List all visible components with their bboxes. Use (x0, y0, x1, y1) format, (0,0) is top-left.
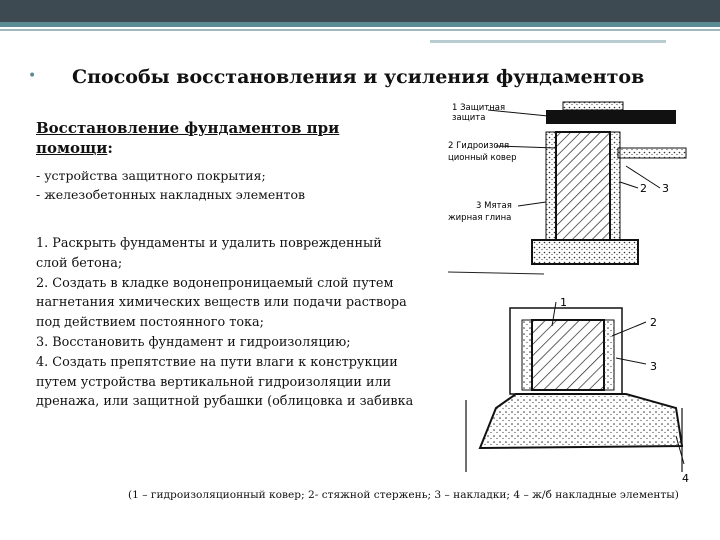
subheading-text: Восстановление фундаментов при помощи (36, 119, 340, 157)
slide-thin-stripe (0, 29, 720, 31)
slide-title: Способы восстановления и усиления фундаментов (72, 66, 645, 88)
step-line: 1. Раскрыть фундаменты и удалить поврежденный (36, 236, 382, 251)
title-bullet: • (28, 68, 37, 84)
bottom-label-3: 3 (650, 360, 657, 373)
top-label-3: 3 Мятая (476, 201, 512, 211)
top-label-1b: защита (452, 113, 486, 123)
step-line: 3. Восстановить фундамент и гидроизоляцию; (36, 334, 351, 350)
step-line: слой бетона; (36, 255, 123, 271)
top-label-1: 1 Защитная (452, 103, 506, 113)
top-label-2b: ционный ковер (448, 153, 517, 163)
bottom-label-4: 4 (682, 472, 689, 485)
top-label-3b: жирная глина (448, 213, 512, 223)
slide-top-bar (0, 0, 720, 22)
slide-accent-stripe (0, 22, 720, 27)
foundation-drawing-bottom (456, 296, 706, 488)
step-line: 2. Создать в кладке водонепроницаемый слой путем (36, 275, 394, 291)
step-line: нагнетания химических веществ или подачи раствора (36, 295, 407, 311)
decorative-rule (430, 40, 666, 43)
step-line: путем устройства вертикальной гидроизоляции или (36, 374, 392, 390)
sub-item-elements: - железобетонных накладных элементов (36, 187, 306, 202)
left-text-column (36, 118, 456, 412)
steps-list (36, 234, 456, 412)
foundation-drawing-top-svg (448, 96, 700, 278)
subheading-colon: : (107, 139, 113, 157)
bottom-label-1: 1 (560, 296, 567, 309)
step-line: под действием постоянного тока; (36, 315, 264, 331)
sub-item-coating: - устройства защитного покрытия; (36, 168, 266, 183)
top-label-2: 2 Гидроизоля (448, 141, 510, 151)
step-line: 4. Создать препятствие на пути влаги к конструкции (36, 354, 398, 370)
top-label-num-2: 2 (640, 182, 647, 195)
subheading (36, 118, 386, 158)
foundation-drawing-top (448, 96, 700, 278)
bottom-label-2: 2 (650, 316, 657, 329)
figure-caption: (1 – гидроизоляционный ковер; 2- стяжной стержень; 3 – накладки; 4 – ж/б накладные элементы) (128, 489, 679, 501)
foundation-drawing-bottom-svg (456, 296, 706, 488)
top-label-num-3: 3 (662, 182, 669, 195)
step-line: дренажа, или защитной рубашки (облицовка и забивка (36, 394, 414, 410)
